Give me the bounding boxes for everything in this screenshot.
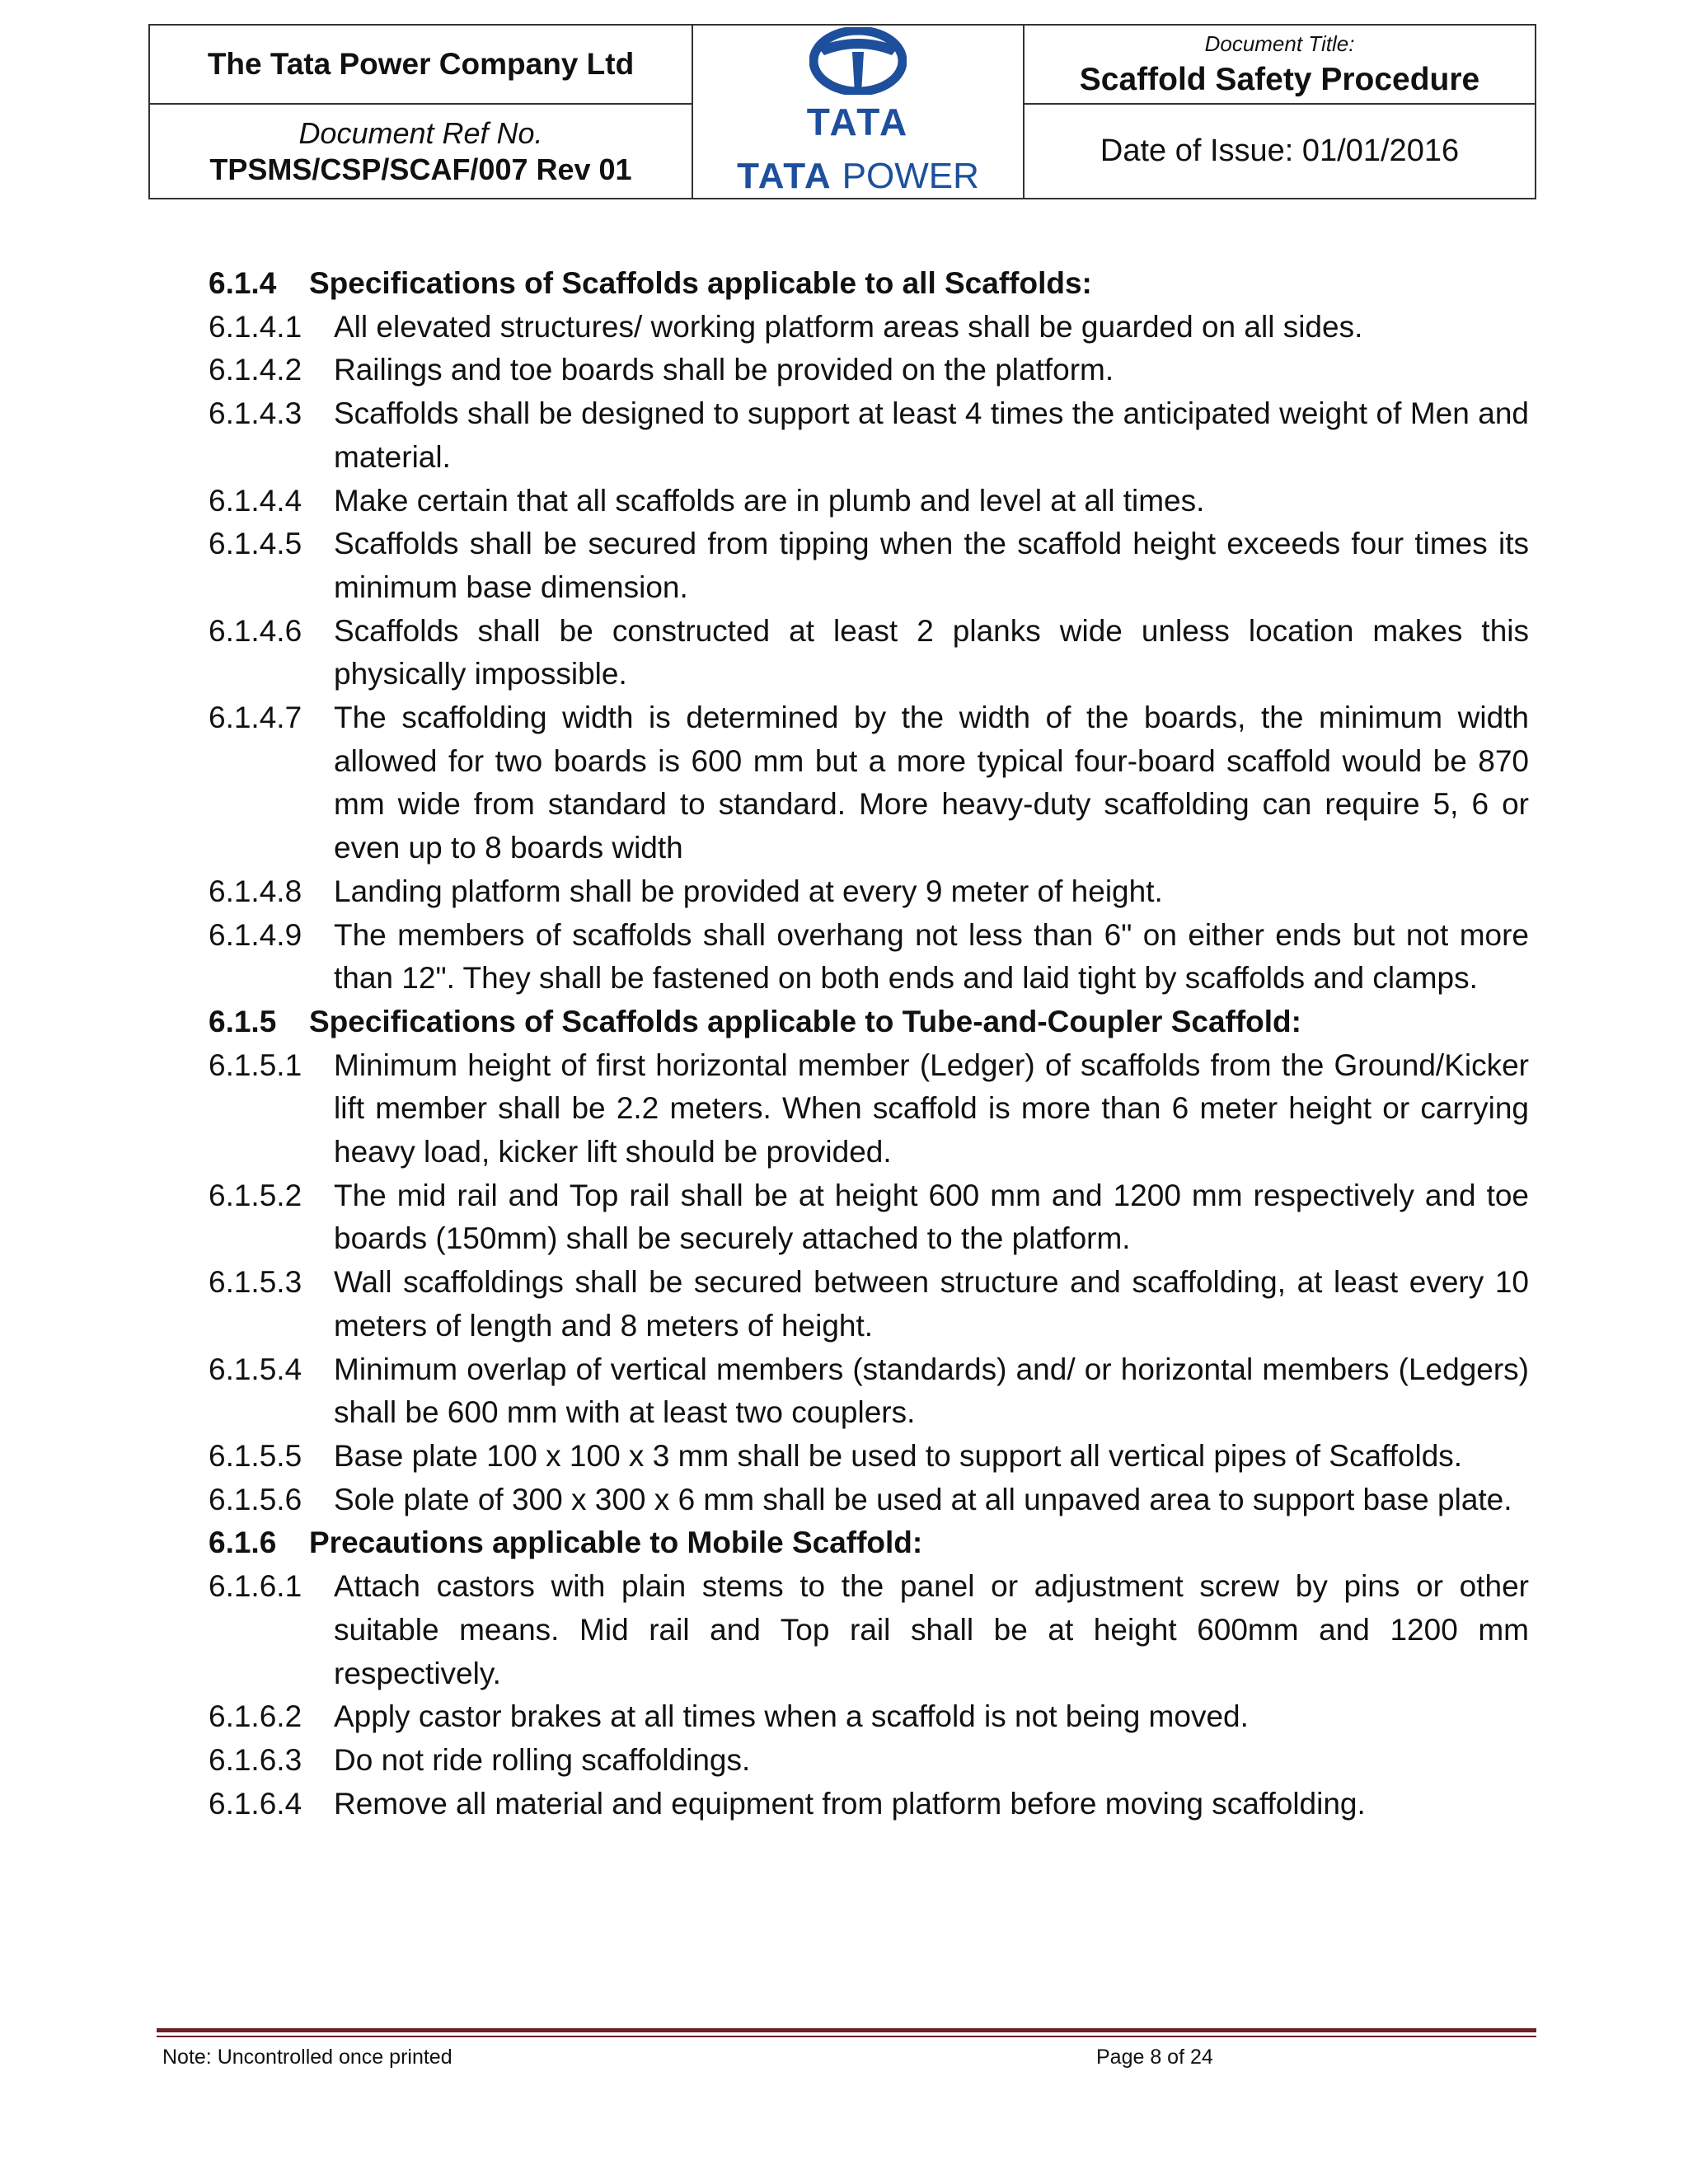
- item-text: Landing platform shall be provided at every 9 meter of height.: [334, 874, 1163, 908]
- item-text: The scaffolding width is determined by the width of the boards, the minimum width allowed for two boards is 600 mm but a more typical four-board scaffold would be 870 mm wide from standard to standard. More heavy-duty scaffolding can require 5, 6 or even up to 8 boards width: [334, 701, 1529, 865]
- section-heading: [209, 1521, 1529, 1565]
- item-text: Minimum overlap of vertical members (standards) and/ or horizontal members (Ledgers) shall be 600 mm with at least two couplers.: [334, 1352, 1529, 1430]
- item-text: Base plate 100 x 100 x 3 mm shall be used to support all vertical pipes of Scaffolds.: [334, 1438, 1463, 1473]
- document-title-label: Document Title:: [1204, 30, 1355, 56]
- item-text: Minimum height of first horizontal member (Ledger) of scaffolds from the Ground/Kicker lift member shall be 2.2 meters. When scaffold is more than 6 meter height or carrying heavy load, kicker lift should be provided.: [334, 1047, 1529, 1169]
- item-number: 6.1.4.7: [209, 701, 302, 735]
- item-number: 6.1.6.4: [209, 1786, 302, 1821]
- item-text: The mid rail and Top rail shall be at height 600 mm and 1200 mm respectively and toe boards (150mm) shall be securely attached to the platform.: [334, 1178, 1529, 1256]
- item-text: Scaffolds shall be constructed at least 2 planks wide unless location makes this physically impossible.: [334, 613, 1529, 691]
- item-number: 6.1.6.1: [209, 1569, 302, 1604]
- item-text: Scaffolds shall be secured from tipping when the scaffold height exceeds four times its minimum base dimension.: [334, 527, 1529, 604]
- list-item: [209, 1565, 1529, 1695]
- item-text: Do not ride rolling scaffoldings.: [334, 1742, 751, 1777]
- list-item: [209, 480, 1529, 523]
- footer-note: Note: Uncontrolled once printed: [162, 2046, 452, 2069]
- section-heading: [209, 262, 1529, 306]
- footer-rule-thick: [157, 2028, 1536, 2032]
- item-number: 6.1.4.5: [209, 527, 302, 561]
- item-text: Railings and toe boards shall be provided on the platform.: [334, 353, 1114, 387]
- item-text: Attach castors with plain stems to the panel or adjustment screw by pins or other suitable means. Mid rail and Top rail shall be at height 600mm and 1200 mm respectively.: [334, 1569, 1529, 1690]
- section-title: Specifications of Scaffolds applicable to all Scaffolds:: [309, 266, 1092, 300]
- item-text: All elevated structures/ working platform areas shall be guarded on all sides.: [334, 309, 1363, 344]
- item-text: Apply castor brakes at all times when a scaffold is not being moved.: [334, 1699, 1249, 1734]
- section-title: Specifications of Scaffolds applicable to Tube-and-Coupler Scaffold:: [309, 1004, 1301, 1038]
- company-name-cell: [150, 26, 693, 105]
- document-body: [209, 262, 1529, 1825]
- list-item: [209, 306, 1529, 349]
- tata-power-logo: [737, 27, 979, 197]
- list-item: [209, 1174, 1529, 1261]
- item-number: 6.1.5.3: [209, 1265, 302, 1300]
- item-number: 6.1.4.6: [209, 613, 302, 648]
- date-of-issue: Date of Issue: 01/01/2016: [1100, 134, 1460, 168]
- list-item: [209, 1695, 1529, 1739]
- item-number: 6.1.5.2: [209, 1178, 302, 1212]
- item-number: 6.1.5.1: [209, 1047, 302, 1082]
- list-item: [209, 914, 1529, 1001]
- item-text: Wall scaffoldings shall be secured between structure and scaffolding, at least every 10 meters of length and 8 meters of height.: [334, 1265, 1529, 1343]
- logo-cell: [693, 26, 1025, 198]
- item-text: Sole plate of 300 x 300 x 6 mm shall be used at all unpaved area to support base plate.: [334, 1482, 1512, 1516]
- item-number: 6.1.4.4: [209, 483, 302, 518]
- tata-emblem-icon: [809, 27, 907, 95]
- list-item: [209, 696, 1529, 870]
- logo-tata-text: TATA: [806, 100, 910, 143]
- document-title-cell: [1025, 26, 1535, 105]
- item-number: 6.1.4.3: [209, 396, 302, 431]
- footer-rule-thin: [157, 2036, 1536, 2037]
- document-ref-label: Document Ref No.: [298, 115, 543, 150]
- item-number: 6.1.4.1: [209, 309, 302, 344]
- item-number: 6.1.6.3: [209, 1742, 302, 1777]
- section-number: 6.1.5: [209, 1004, 277, 1038]
- item-number: 6.1.5.5: [209, 1438, 302, 1473]
- list-item: [209, 523, 1529, 609]
- logo-power-word: POWER: [842, 155, 979, 196]
- company-name: The Tata Power Company Ltd: [207, 47, 635, 81]
- document-ref-number: TPSMS/CSP/SCAF/007 Rev 01: [209, 152, 632, 186]
- section-heading: [209, 1001, 1529, 1044]
- item-number: 6.1.4.2: [209, 353, 302, 387]
- list-item: [209, 870, 1529, 914]
- item-text: Remove all material and equipment from platform before moving scaffolding.: [334, 1786, 1366, 1821]
- list-item: [209, 1739, 1529, 1783]
- list-item: [209, 1783, 1529, 1826]
- list-item: [209, 1044, 1529, 1174]
- section-title: Precautions applicable to Mobile Scaffold:: [309, 1526, 923, 1560]
- item-text: The members of scaffolds shall overhang not less than 6" on either ends but not more than 12". They shall be fastened on both ends and laid tight by scaffolds and clamps.: [334, 917, 1529, 996]
- section-number: 6.1.4: [209, 266, 277, 300]
- document-title: Scaffold Safety Procedure: [1079, 61, 1480, 97]
- list-item: [209, 1348, 1529, 1435]
- document-header-table: [148, 24, 1536, 199]
- page-number: Page 8 of 24: [1096, 2046, 1213, 2069]
- item-number: 6.1.4.9: [209, 917, 302, 952]
- date-of-issue-cell: [1025, 105, 1535, 198]
- item-number: 6.1.5.4: [209, 1352, 302, 1386]
- list-item: [209, 1435, 1529, 1479]
- list-item: [209, 610, 1529, 696]
- logo-power-tata: TATA: [737, 155, 832, 196]
- item-number: 6.1.5.6: [209, 1482, 302, 1516]
- list-item: [209, 349, 1529, 392]
- item-number: 6.1.6.2: [209, 1699, 302, 1734]
- item-text: Make certain that all scaffolds are in plumb and level at all times.: [334, 483, 1205, 518]
- item-number: 6.1.4.8: [209, 874, 302, 908]
- list-item: [209, 392, 1529, 479]
- section-number: 6.1.6: [209, 1526, 277, 1560]
- document-ref-cell: [150, 105, 693, 198]
- item-text: Scaffolds shall be designed to support at least 4 times the anticipated weight of Men and material.: [334, 396, 1529, 474]
- list-item: [209, 1261, 1529, 1347]
- list-item: [209, 1479, 1529, 1522]
- logo-tata-power-text: [737, 156, 979, 197]
